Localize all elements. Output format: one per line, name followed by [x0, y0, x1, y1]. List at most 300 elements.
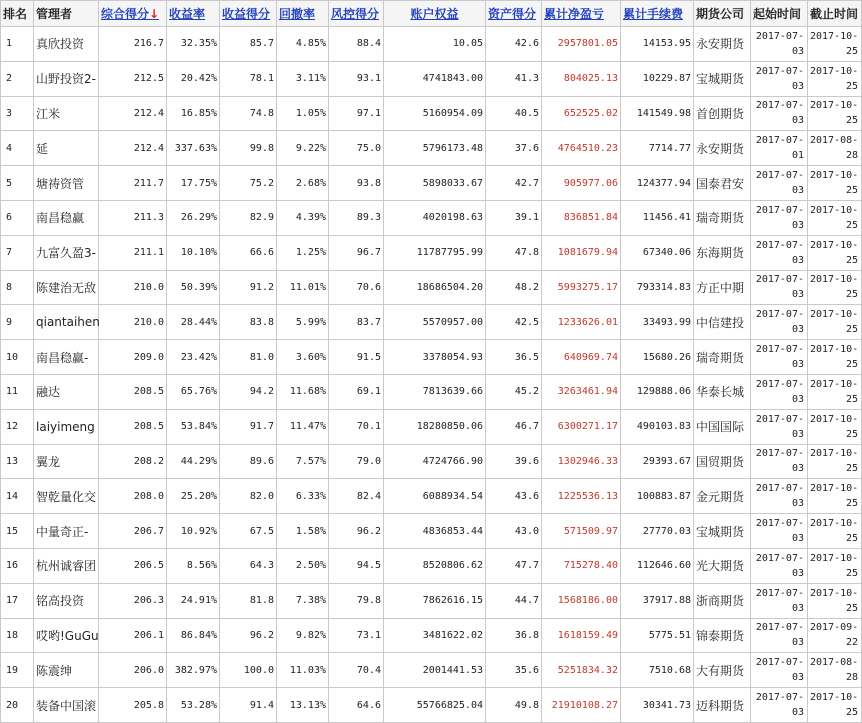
manager-cell: laiyimeng [34, 409, 99, 444]
risk-score-cell: 89.3 [329, 200, 384, 235]
drawdown-cell: 13.13% [277, 688, 329, 723]
return-rate-cell: 25.20% [167, 479, 220, 514]
return-score-cell: 75.2 [220, 166, 277, 201]
total-score-cell: 208.2 [99, 444, 167, 479]
start-date-line1: 2017-07- [755, 692, 804, 704]
table-row [1, 444, 862, 479]
end-date-line2: 25 [845, 707, 858, 719]
total-score-cell: 212.4 [99, 96, 167, 131]
manager-cell: 南昌稳赢- [34, 340, 99, 375]
start-date-line2: 03 [791, 707, 804, 719]
total-score-cell: 205.8 [99, 688, 167, 723]
manager-cell: 延 [34, 131, 99, 166]
equity-cell: 6088934.54 [384, 479, 486, 514]
risk-score-cell: 88.4 [329, 27, 384, 62]
end-date-line1: 2017-09- [810, 622, 859, 634]
header-start: 起始时间 [751, 1, 808, 27]
manager-cell: 杭州诚睿团 [34, 548, 99, 583]
broker-cell: 光大期货 [694, 548, 751, 583]
equity-cell: 4020198.63 [384, 200, 486, 235]
equity-cell: 5160954.09 [384, 96, 486, 131]
start-date-cell [751, 583, 808, 618]
asset-score-cell: 47.7 [486, 548, 542, 583]
return-rate-cell: 10.10% [167, 235, 220, 270]
end-date-cell [808, 653, 862, 688]
table-row [1, 514, 862, 549]
drawdown-cell: 1.05% [277, 96, 329, 131]
end-date-cell [808, 618, 862, 653]
table-row [1, 131, 862, 166]
start-date-line2: 03 [791, 637, 804, 649]
end-date-line2: 28 [845, 150, 858, 162]
broker-cell: 华泰长城 [694, 374, 751, 409]
start-date-line2: 03 [791, 115, 804, 127]
table-row [1, 200, 862, 235]
return-rate-cell: 20.42% [167, 61, 220, 96]
asset-score-cell: 44.7 [486, 583, 542, 618]
start-date-line2: 03 [791, 289, 804, 301]
start-date-line2: 03 [791, 393, 804, 405]
return-rate-cell: 337.63% [167, 131, 220, 166]
equity-cell: 3378054.93 [384, 340, 486, 375]
equity-cell: 4741843.00 [384, 61, 486, 96]
cum-fee-cell: 141549.98 [621, 96, 694, 131]
equity-cell: 11787795.99 [384, 235, 486, 270]
broker-cell: 国泰君安 [694, 166, 751, 201]
manager-cell: qiantaihen [34, 305, 99, 340]
header-risk-score[interactable]: 风控得分 [329, 1, 384, 27]
table-row [1, 305, 862, 340]
header-return-score[interactable]: 收益得分 [220, 1, 277, 27]
asset-score-cell: 42.5 [486, 305, 542, 340]
return-score-cell: 89.6 [220, 444, 277, 479]
table-row [1, 61, 862, 96]
end-date-line1: 2017-10- [810, 378, 859, 390]
start-date-line1: 2017-07- [755, 170, 804, 182]
end-date-cell [808, 374, 862, 409]
start-date-cell [751, 305, 808, 340]
table-row [1, 374, 862, 409]
total-score-cell: 211.1 [99, 235, 167, 270]
asset-score-cell: 49.8 [486, 688, 542, 723]
rank-cell: 1 [1, 27, 34, 62]
cum-fee-cell: 37917.88 [621, 583, 694, 618]
manager-cell: 塘祷资管 [34, 166, 99, 201]
broker-cell: 大有期货 [694, 653, 751, 688]
start-date-line1: 2017-07- [755, 274, 804, 286]
risk-score-cell: 96.2 [329, 514, 384, 549]
cum-fee-cell: 490103.83 [621, 409, 694, 444]
cum-pnl-cell: 21910108.27 [542, 688, 621, 723]
start-date-line2: 03 [791, 463, 804, 475]
broker-cell: 永安期货 [694, 27, 751, 62]
end-date-line2: 25 [845, 324, 858, 336]
end-date-line2: 25 [845, 115, 858, 127]
return-score-cell: 94.2 [220, 374, 277, 409]
start-date-line2: 03 [791, 498, 804, 510]
drawdown-cell: 11.68% [277, 374, 329, 409]
start-date-cell [751, 340, 808, 375]
total-score-cell: 206.3 [99, 583, 167, 618]
rank-cell: 10 [1, 340, 34, 375]
return-rate-cell: 24.91% [167, 583, 220, 618]
start-date-cell [751, 479, 808, 514]
cum-pnl-cell: 1225536.13 [542, 479, 621, 514]
asset-score-cell: 47.8 [486, 235, 542, 270]
rank-cell: 20 [1, 688, 34, 723]
header-drawdown[interactable]: 回撤率 [277, 1, 329, 27]
cum-fee-cell: 7714.77 [621, 131, 694, 166]
header-total-score-label[interactable]: 综合得分 [101, 7, 150, 21]
start-date-cell [751, 618, 808, 653]
total-score-cell: 208.5 [99, 374, 167, 409]
start-date-line2: 01 [791, 150, 804, 162]
end-date-cell [808, 270, 862, 305]
return-score-cell: 64.3 [220, 548, 277, 583]
equity-cell: 5570957.00 [384, 305, 486, 340]
sort-desc-icon: ↓ [149, 7, 160, 21]
start-date-line1: 2017-07- [755, 100, 804, 112]
return-score-cell: 91.4 [220, 688, 277, 723]
return-score-cell: 83.8 [220, 305, 277, 340]
total-score-cell: 211.7 [99, 166, 167, 201]
total-score-cell: 209.0 [99, 340, 167, 375]
risk-score-cell: 79.8 [329, 583, 384, 618]
cum-pnl-cell: 571509.97 [542, 514, 621, 549]
end-date-cell [808, 131, 862, 166]
drawdown-cell: 9.82% [277, 618, 329, 653]
return-rate-cell: 16.85% [167, 96, 220, 131]
start-date-cell [751, 270, 808, 305]
total-score-cell: 208.5 [99, 409, 167, 444]
rank-cell: 15 [1, 514, 34, 549]
return-score-cell: 100.0 [220, 653, 277, 688]
cum-fee-cell: 793314.83 [621, 270, 694, 305]
start-date-line2: 03 [791, 567, 804, 579]
start-date-line2: 03 [791, 672, 804, 684]
start-date-cell [751, 235, 808, 270]
total-score-cell: 206.7 [99, 514, 167, 549]
end-date-line2: 22 [845, 637, 858, 649]
end-date-line1: 2017-10- [810, 448, 859, 460]
return-score-cell: 91.7 [220, 409, 277, 444]
return-rate-cell: 53.28% [167, 688, 220, 723]
end-date-line2: 25 [845, 254, 858, 266]
header-broker: 期货公司 [694, 1, 751, 27]
drawdown-cell: 3.11% [277, 61, 329, 96]
start-date-line1: 2017-07- [755, 587, 804, 599]
broker-cell: 瑞奇期货 [694, 340, 751, 375]
rank-cell: 8 [1, 270, 34, 305]
broker-cell: 方正中期 [694, 270, 751, 305]
manager-cell: 智乾量化交 [34, 479, 99, 514]
end-date-cell [808, 96, 862, 131]
rank-cell: 6 [1, 200, 34, 235]
header-asset-score[interactable]: 资产得分 [486, 1, 542, 27]
manager-cell: 哎哟!GuGu [34, 618, 99, 653]
return-rate-cell: 50.39% [167, 270, 220, 305]
drawdown-cell: 11.47% [277, 409, 329, 444]
end-date-cell [808, 409, 862, 444]
table-row [1, 548, 862, 583]
cum-pnl-cell: 3263461.94 [542, 374, 621, 409]
manager-cell: 江米 [34, 96, 99, 131]
end-date-line1: 2017-10- [810, 309, 859, 321]
header-end: 截止时间 [808, 1, 862, 27]
broker-cell: 瑞奇期货 [694, 200, 751, 235]
rank-cell: 7 [1, 235, 34, 270]
asset-score-cell: 42.6 [486, 27, 542, 62]
start-date-cell [751, 200, 808, 235]
end-date-line1: 2017-10- [810, 552, 859, 564]
start-date-line1: 2017-07- [755, 657, 804, 669]
manager-cell: 山野投资2- [34, 61, 99, 96]
end-date-cell [808, 583, 862, 618]
header-equity[interactable]: 账户权益 [384, 1, 486, 27]
end-date-line2: 25 [845, 428, 858, 440]
total-score-cell: 208.0 [99, 479, 167, 514]
cum-fee-cell: 7510.68 [621, 653, 694, 688]
end-date-cell [808, 548, 862, 583]
asset-score-cell: 36.5 [486, 340, 542, 375]
header-return-rate[interactable]: 收益率 [167, 1, 220, 27]
return-score-cell: 82.9 [220, 200, 277, 235]
return-rate-cell: 10.92% [167, 514, 220, 549]
return-rate-cell: 44.29% [167, 444, 220, 479]
start-date-line1: 2017-07- [755, 309, 804, 321]
cum-pnl-cell: 2957801.05 [542, 27, 621, 62]
start-date-line2: 03 [791, 45, 804, 57]
return-rate-cell: 32.35% [167, 27, 220, 62]
end-date-line2: 25 [845, 80, 858, 92]
end-date-cell [808, 479, 862, 514]
table-row [1, 166, 862, 201]
cum-fee-cell: 100883.87 [621, 479, 694, 514]
start-date-line1: 2017-07- [755, 30, 804, 42]
equity-cell: 4836853.44 [384, 514, 486, 549]
table-row [1, 235, 862, 270]
rank-cell: 3 [1, 96, 34, 131]
total-score-cell: 210.0 [99, 305, 167, 340]
asset-score-cell: 43.0 [486, 514, 542, 549]
broker-cell: 宝城期货 [694, 514, 751, 549]
risk-score-cell: 69.1 [329, 374, 384, 409]
cum-pnl-cell: 5993275.17 [542, 270, 621, 305]
start-date-line2: 03 [791, 219, 804, 231]
end-date-cell [808, 340, 862, 375]
risk-score-cell: 96.7 [329, 235, 384, 270]
start-date-cell [751, 61, 808, 96]
end-date-cell [808, 514, 862, 549]
broker-cell: 金元期货 [694, 479, 751, 514]
asset-score-cell: 42.7 [486, 166, 542, 201]
start-date-line1: 2017-07- [755, 135, 804, 147]
drawdown-cell: 11.01% [277, 270, 329, 305]
end-date-line1: 2017-10- [810, 518, 859, 530]
table-row [1, 479, 862, 514]
total-score-cell: 206.0 [99, 653, 167, 688]
header-row [1, 1, 862, 27]
total-score-cell: 206.5 [99, 548, 167, 583]
start-date-line2: 03 [791, 254, 804, 266]
equity-cell: 8520806.62 [384, 548, 486, 583]
cum-pnl-cell: 1302946.33 [542, 444, 621, 479]
end-date-cell [808, 235, 862, 270]
end-date-line1: 2017-10- [810, 65, 859, 77]
cum-pnl-cell: 640969.74 [542, 340, 621, 375]
end-date-line2: 25 [845, 463, 858, 475]
manager-cell: 中量奇正- [34, 514, 99, 549]
return-rate-cell: 8.56% [167, 548, 220, 583]
end-date-line2: 25 [845, 219, 858, 231]
manager-cell: 九富久盈3- [34, 235, 99, 270]
broker-cell: 迈科期货 [694, 688, 751, 723]
return-score-cell: 96.2 [220, 618, 277, 653]
end-date-line2: 28 [845, 672, 858, 684]
drawdown-cell: 2.68% [277, 166, 329, 201]
end-date-line1: 2017-10- [810, 170, 859, 182]
end-date-line1: 2017-10- [810, 274, 859, 286]
risk-score-cell: 82.4 [329, 479, 384, 514]
start-date-line1: 2017-07- [755, 65, 804, 77]
drawdown-cell: 7.38% [277, 583, 329, 618]
asset-score-cell: 45.2 [486, 374, 542, 409]
asset-score-cell: 48.2 [486, 270, 542, 305]
rank-cell: 14 [1, 479, 34, 514]
table-row [1, 270, 862, 305]
table-row [1, 618, 862, 653]
start-date-line2: 03 [791, 80, 804, 92]
start-date-line1: 2017-07- [755, 483, 804, 495]
start-date-cell [751, 514, 808, 549]
return-score-cell: 85.7 [220, 27, 277, 62]
risk-score-cell: 70.4 [329, 653, 384, 688]
manager-cell: 真欣投资 [34, 27, 99, 62]
start-date-line2: 03 [791, 324, 804, 336]
risk-score-cell: 91.5 [329, 340, 384, 375]
end-date-line1: 2017-10- [810, 587, 859, 599]
end-date-line2: 25 [845, 45, 858, 57]
start-date-line2: 03 [791, 428, 804, 440]
equity-cell: 10.05 [384, 27, 486, 62]
equity-cell: 7862616.15 [384, 583, 486, 618]
end-date-line1: 2017-08- [810, 135, 859, 147]
cum-pnl-cell: 1081679.94 [542, 235, 621, 270]
return-score-cell: 91.2 [220, 270, 277, 305]
end-date-line2: 25 [845, 393, 858, 405]
end-date-line2: 25 [845, 359, 858, 371]
drawdown-cell: 6.33% [277, 479, 329, 514]
end-date-line2: 25 [845, 533, 858, 545]
cum-fee-cell: 5775.51 [621, 618, 694, 653]
equity-cell: 55766825.04 [384, 688, 486, 723]
cum-fee-cell: 29393.67 [621, 444, 694, 479]
end-date-cell [808, 688, 862, 723]
asset-score-cell: 37.6 [486, 131, 542, 166]
cum-fee-cell: 14153.95 [621, 27, 694, 62]
drawdown-cell: 4.85% [277, 27, 329, 62]
asset-score-cell: 46.7 [486, 409, 542, 444]
broker-cell: 中信建投 [694, 305, 751, 340]
equity-cell: 5796173.48 [384, 131, 486, 166]
cum-pnl-cell: 1233626.01 [542, 305, 621, 340]
header-cum-pnl[interactable]: 累计净盈亏 [542, 1, 621, 27]
end-date-line2: 25 [845, 289, 858, 301]
start-date-line2: 03 [791, 533, 804, 545]
equity-cell: 7813639.66 [384, 374, 486, 409]
cum-fee-cell: 33493.99 [621, 305, 694, 340]
rank-cell: 17 [1, 583, 34, 618]
end-date-line1: 2017-10- [810, 692, 859, 704]
manager-cell: 南昌稳赢 [34, 200, 99, 235]
asset-score-cell: 41.3 [486, 61, 542, 96]
rank-cell: 18 [1, 618, 34, 653]
cum-pnl-cell: 1568186.00 [542, 583, 621, 618]
broker-cell: 东海期货 [694, 235, 751, 270]
cum-pnl-cell: 6300271.17 [542, 409, 621, 444]
drawdown-cell: 3.60% [277, 340, 329, 375]
total-score-cell: 206.1 [99, 618, 167, 653]
cum-fee-cell: 27770.03 [621, 514, 694, 549]
rank-cell: 2 [1, 61, 34, 96]
return-rate-cell: 23.42% [167, 340, 220, 375]
manager-cell: 陈震绅 [34, 653, 99, 688]
rank-cell: 19 [1, 653, 34, 688]
manager-cell: 陈建治无敌 [34, 270, 99, 305]
table-row [1, 583, 862, 618]
risk-score-cell: 94.5 [329, 548, 384, 583]
cum-pnl-cell: 905977.06 [542, 166, 621, 201]
total-score-cell: 210.0 [99, 270, 167, 305]
start-date-cell [751, 374, 808, 409]
cum-pnl-cell: 836851.84 [542, 200, 621, 235]
drawdown-cell: 1.25% [277, 235, 329, 270]
start-date-line1: 2017-07- [755, 344, 804, 356]
start-date-cell [751, 96, 808, 131]
risk-score-cell: 64.6 [329, 688, 384, 723]
equity-cell: 3481622.02 [384, 618, 486, 653]
risk-score-cell: 97.1 [329, 96, 384, 131]
start-date-line1: 2017-07- [755, 378, 804, 390]
end-date-line2: 25 [845, 602, 858, 614]
end-date-line1: 2017-10- [810, 239, 859, 251]
table-row [1, 27, 862, 62]
cum-pnl-cell: 5251834.32 [542, 653, 621, 688]
end-date-cell [808, 444, 862, 479]
cum-pnl-cell: 4764510.23 [542, 131, 621, 166]
rank-cell: 13 [1, 444, 34, 479]
return-score-cell: 82.0 [220, 479, 277, 514]
start-date-line2: 03 [791, 185, 804, 197]
header-total-score[interactable] [99, 1, 167, 27]
equity-cell: 18280850.06 [384, 409, 486, 444]
return-rate-cell: 86.84% [167, 618, 220, 653]
return-score-cell: 67.5 [220, 514, 277, 549]
start-date-cell [751, 444, 808, 479]
start-date-cell [751, 688, 808, 723]
equity-cell: 2001441.53 [384, 653, 486, 688]
equity-cell: 5898033.67 [384, 166, 486, 201]
end-date-cell [808, 61, 862, 96]
start-date-cell [751, 653, 808, 688]
header-cum-fee[interactable]: 累计手续费 [621, 1, 694, 27]
end-date-line1: 2017-10- [810, 483, 859, 495]
total-score-cell: 212.4 [99, 131, 167, 166]
start-date-line2: 03 [791, 602, 804, 614]
return-score-cell: 66.6 [220, 235, 277, 270]
table-row [1, 340, 862, 375]
end-date-cell [808, 200, 862, 235]
